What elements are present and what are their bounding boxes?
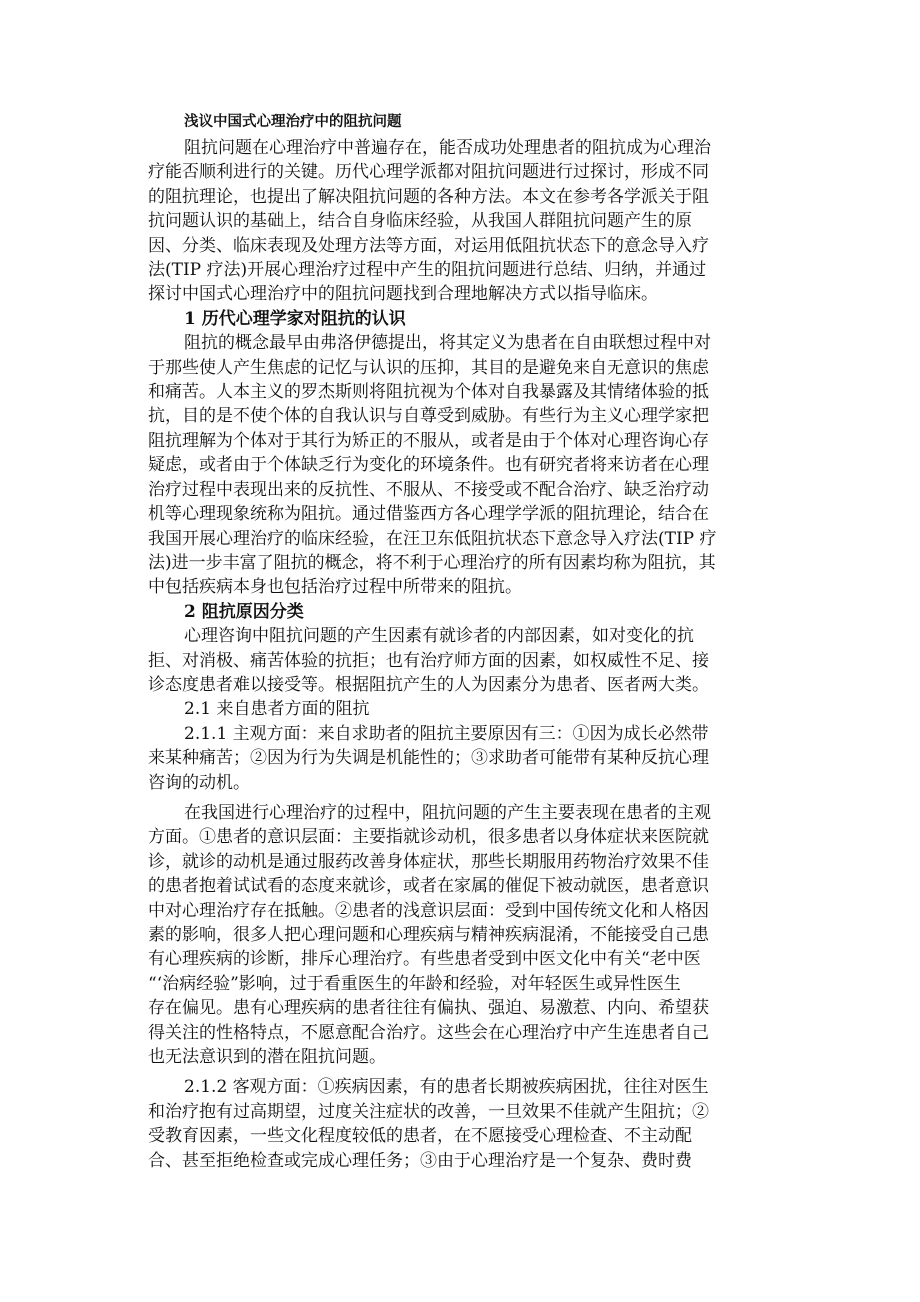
paragraph-line: 在我国进行心理治疗的过程中，阻抗问题的产生主要表现在患者的主观 [184,802,711,823]
paragraph-line: 受教育因素，一些文化程度较低的患者，在不愿接受心理检查、不主动配 [148,1126,692,1147]
paragraph-history [148,331,770,599]
paragraph-line: 阻抗的概念最早由弗洛伊德提出，将其定义为患者在自由联想过程中对 [184,333,711,354]
paragraph-line: 拒、对消极、痛苦体验的抗拒；也有治疗师方面的因素，如权威性不足、接 [148,650,709,671]
paragraph-causes [148,624,770,697]
paragraph-line: 法(TIP 疗法)开展心理治疗过程中产生的阻抗问题进行总结、归纳，并通过 [148,260,707,281]
paragraph-abstract [148,136,770,307]
paragraph-line: 阻抗问题在心理治疗中普遍存在，能否成功处理患者的阻抗成为心理治 [184,138,711,158]
paragraph-line: 疑虑，或者由于个体缺乏行为变化的环境条件。也有研究者将来访者在心理 [148,455,709,476]
paragraph-line: 治疗过程中表现出来的反抗性、不服从、不接受或不配合治疗、缺乏治疗动 [148,479,709,500]
subsection-heading-2-1: 2.1 来自患者方面的阻抗 [184,699,370,720]
paragraph-line: 机等心理现象统称为阻抗。通过借鉴西方各心理学学派的阻抗理论，结合在 [148,504,709,525]
paragraph-line: 存在偏见。患有心理疾病的患者往往有偏执、强迫、易激惹、内向、希望获 [148,998,709,1019]
paragraph-line: 的患者抱着试试看的态度来就诊，或者在家属的催促下被动就医，患者意识 [148,876,709,897]
paragraph-objective [148,1075,770,1173]
paragraph-line: “‘治病经验”影响，过于看重医生的年龄和经验，对年轻医生或异性医生 [148,973,681,994]
paragraph-line: 阻抗理解为个体对于其行为矫正的不服从，或者是由于个体对心理咨询心存 [148,430,709,451]
paragraph-line: 因、分类、临床表现及处理方法等方面，对运用低阻抗状态下的意念导入疗 [148,235,709,256]
paragraph-line: 于那些使人产生焦虑的记忆与认识的压抑，其目的是避免来自无意识的焦虑 [148,357,709,378]
paragraph-line: 诊，就诊的动机是通过服药改善身体症状，那些长期服用药物治疗效果不佳 [148,851,709,872]
paragraph-line: 有心理疾病的诊断，排斥心理治疗。有些患者受到中医文化中有关“老中医 [148,949,701,970]
paragraph-line: 心理咨询中阻抗问题的产生因素有就诊者的内部因素，如对变化的抗 [184,626,694,647]
paragraph-line: 诊态度患者难以接受等。根据阻抗产生的人为因素分为患者、医者两大类。 [148,674,709,695]
paragraph-line: 我国开展心理治疗的临床经验，在汪卫东低阻抗状态下意念导入疗法(TIP 疗 [148,528,717,549]
paragraph-line: 2.1.1 主观方面：来自求助者的阻抗主要原因有三：①因为成长必然带 [184,723,709,744]
paragraph-line: 合、甚至拒绝检查或完成心理任务；③由于心理治疗是一个复杂、费时费 [148,1150,692,1171]
paragraph-line: 法)进一步丰富了阻抗的概念，将不利于心理治疗的所有因素均称为阻抗，其 [148,552,716,573]
paragraph-china-practice [148,801,770,1069]
paragraph-line: 来某种痛苦；②因为行为失调是机能性的；③求助者可能带有某种反抗心理 [148,748,709,769]
paragraph-line: 素的影响，很多人把心理问题和心理疾病与精神疾病混淆，不能接受自己患 [148,925,709,945]
paragraph-line: 抗问题认识的基础上，结合自身临床经验，从我国人群阻抗问题产生的原 [148,211,692,232]
paragraph-line: 2.1.2 客观方面：①疾病因素，有的患者长期被疾病困扰，往往对医生 [184,1077,709,1098]
paragraph-line: 中对心理治疗存在抵触。②患者的浅意识层面：受到中国传统文化和人格因 [148,900,709,921]
paragraph-line: 疗能否顺利进行的关键。历代心理学派都对阻抗问题进行过探讨，形成不同 [148,162,709,183]
paragraph-line: 得关注的性格特点，不愿意配合治疗。这些会在心理治疗中产生连患者自己 [148,1022,709,1043]
paragraph-line: 的阻抗理论，也提出了解决阻抗问题的各种方法。本文在参考各学派关于阻 [148,186,709,207]
document-page [148,110,770,1173]
paragraph-line: 抗，目的是不使个体的自我认识与自尊受到威胁。有些行为主义心理学家把 [148,406,709,427]
paragraph-line: 方面。①患者的意识层面：主要指就诊动机，很多患者以身体症状来医院就 [148,827,709,848]
paragraph-line: 也无法意识到的潜在阻抗问题。 [148,1047,386,1068]
paragraph-line: 中包括疾病本身也包括治疗过程中所带来的阻抗。 [148,577,522,598]
paragraph-line: 和治疗抱有过高期望，过度关注症状的改善，一旦效果不佳就产生阻抗；② [148,1101,709,1122]
paragraph-line: 和痛苦。人本主义的罗杰斯则将阻抗视为个体对自我暴露及其情绪体验的抵 [148,382,709,403]
paragraph-subjective [148,722,770,795]
section-heading-2: 2 阻抗原因分类 [184,601,304,622]
section-heading-1: 1 历代心理学家对阻抗的认识 [184,308,406,329]
document-title: 浅议中国式心理治疗中的阻抗问题 [184,114,402,130]
paragraph-line: 探讨中国式心理治疗中的阻抗问题找到合理地解决方式以指导临床。 [148,284,658,305]
paragraph-line: 咨询的动机。 [148,772,250,793]
